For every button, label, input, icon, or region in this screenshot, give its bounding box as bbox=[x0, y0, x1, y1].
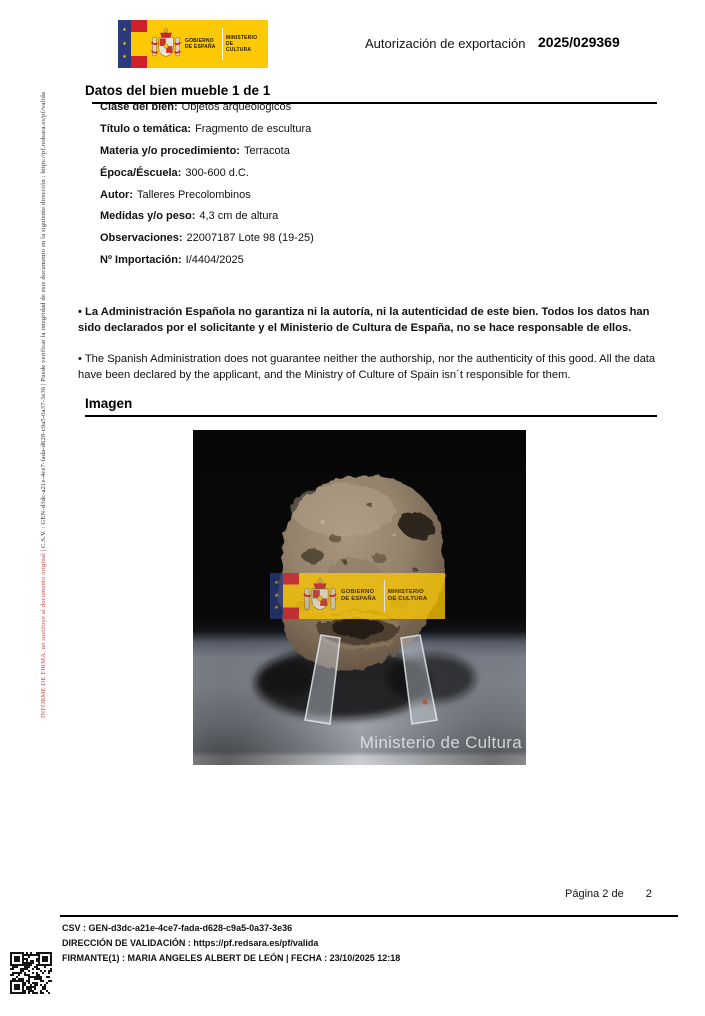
ministerio-line2: DE CULTURA bbox=[226, 40, 252, 54]
footer-signature-block bbox=[62, 921, 400, 967]
spain-coat-of-arms-icon bbox=[149, 24, 183, 64]
eu-star-icon: ★ bbox=[122, 53, 127, 60]
section-title-imagen: Imagen bbox=[85, 396, 133, 411]
vertical-text-red-part: INFORME DE FIRMA, no sustituye al documento original bbox=[40, 553, 47, 718]
ministerio-line1: MINISTERIO bbox=[226, 34, 258, 41]
field-list bbox=[100, 96, 660, 271]
signature-report-vertical-text bbox=[40, 28, 51, 718]
field-row-epoca bbox=[100, 162, 660, 184]
ministerio-line1: MINISTERIO bbox=[388, 588, 424, 595]
section-title-datos: Datos del bien mueble 1 de 1 bbox=[85, 83, 271, 98]
field-row-titulo bbox=[100, 118, 660, 140]
eu-star-icon: ★ bbox=[122, 40, 127, 47]
field-label: Observaciones: bbox=[100, 232, 183, 245]
page-number-label: Página 2 de bbox=[565, 888, 624, 900]
document-type-title: Autorización de exportación bbox=[365, 36, 526, 51]
authorization-number: 2025/029369 bbox=[538, 34, 620, 50]
imagen-rule bbox=[85, 415, 657, 417]
eu-flag-strip-icon bbox=[270, 573, 283, 619]
page-number-total: 2 bbox=[645, 888, 652, 900]
logo-ministerio-text bbox=[226, 35, 260, 54]
footer-csv: CSV : GEN-d3dc-a21e-4ce7-fada-d628-c9a5-0a37-3e36 bbox=[62, 923, 293, 933]
spain-flag-strip-icon bbox=[283, 573, 299, 619]
logo-divider bbox=[384, 580, 385, 612]
field-value: 22007187 Lote 98 (19-25) bbox=[186, 232, 314, 245]
disclaimer-english: • The Spanish Administration does not guarantee neither the authorship, nor the authenticity of this good. All the data have been declared by the applicant, and the Ministry of Culture of Spain isn´t responsible for them. bbox=[78, 353, 656, 381]
field-row-medidas bbox=[100, 205, 660, 227]
watermark-ministerio-text: Ministerio de Cultura bbox=[359, 733, 522, 752]
gobierno-line2: DE ESPAÑA bbox=[341, 596, 377, 602]
logo-gobierno-text bbox=[341, 589, 381, 603]
watermark-government-logo bbox=[270, 573, 445, 619]
gobierno-line1: GOBIERNO bbox=[341, 588, 375, 595]
page-number bbox=[565, 888, 652, 900]
gobierno-line2: DE ESPAÑA bbox=[185, 44, 216, 50]
gobierno-line1: GOBIERNO bbox=[185, 37, 214, 44]
footer-rule bbox=[60, 915, 678, 917]
footer-signer: FIRMANTE(1) : MARIA ANGELES ALBERT DE LEÓN | FECHA : 23/10/2025 12:18 bbox=[62, 953, 401, 964]
vertical-text-black-part: | C.S.V. : GEN-d3dc-a21e-4ce7-fada-d628-c9a5-0a37-3e36 | Puede verificar la integridad de este documento en la siguiente dirección : https://pf.redsara.es/pf/valida bbox=[40, 92, 47, 554]
field-label: Época/Éscuela: bbox=[100, 166, 182, 179]
field-label: Medidas y/o peso: bbox=[100, 210, 196, 223]
logo-yellow-box bbox=[147, 20, 268, 68]
field-label: Autor: bbox=[100, 188, 133, 201]
field-value: Talleres Precolombinos bbox=[137, 188, 251, 201]
eu-star-icon: ★ bbox=[122, 27, 127, 34]
field-value: I/4404/2025 bbox=[185, 254, 244, 267]
ministerio-line2: DE CULTURA bbox=[388, 596, 428, 602]
field-label: Clase del bien: bbox=[100, 100, 178, 113]
logo-ministerio-text bbox=[388, 589, 428, 603]
disclaimer-spanish: • La Administración Española no garantiza ni la autoría, ni la autenticidad de este bien. Todos los datos han sido declarados por el solicitante y el Ministerio de Cultura de España, no se hace responsable de ellos. bbox=[78, 306, 650, 334]
eu-flag-strip-icon bbox=[118, 20, 131, 68]
field-value: Terracota bbox=[243, 144, 290, 157]
logo-yellow-box bbox=[299, 573, 445, 619]
field-value: Fragmento de escultura bbox=[195, 122, 312, 135]
logo-divider bbox=[222, 28, 223, 60]
field-row-importacion bbox=[100, 249, 660, 271]
spain-flag-strip-icon bbox=[131, 20, 147, 68]
spain-coat-of-arms-icon bbox=[301, 575, 339, 617]
field-row-observaciones bbox=[100, 227, 660, 249]
qr-code bbox=[10, 952, 52, 994]
footer-validation-url: DIRECCIÓN DE VALIDACIÓN : https://pf.redsara.es/pf/valida bbox=[62, 938, 319, 949]
field-label: Nº Importación: bbox=[100, 254, 182, 267]
field-row-autor bbox=[100, 184, 660, 206]
field-value: Objetos arqueológicos bbox=[181, 100, 292, 113]
field-value: 4,3 cm de altura bbox=[199, 210, 279, 223]
eu-star-icon: ★ bbox=[274, 592, 279, 599]
field-value: 300-600 d.C. bbox=[185, 166, 249, 179]
field-label: Título o temática: bbox=[100, 122, 192, 135]
artifact-photo bbox=[193, 430, 526, 765]
logo-gobierno-text bbox=[185, 38, 219, 51]
field-label: Materia y/o procedimiento: bbox=[100, 144, 240, 157]
field-row-clase bbox=[100, 96, 660, 118]
eu-star-icon: ★ bbox=[274, 605, 279, 612]
gobierno-de-espana-logo bbox=[118, 20, 268, 68]
eu-star-icon: ★ bbox=[274, 579, 279, 586]
field-row-materia bbox=[100, 140, 660, 162]
